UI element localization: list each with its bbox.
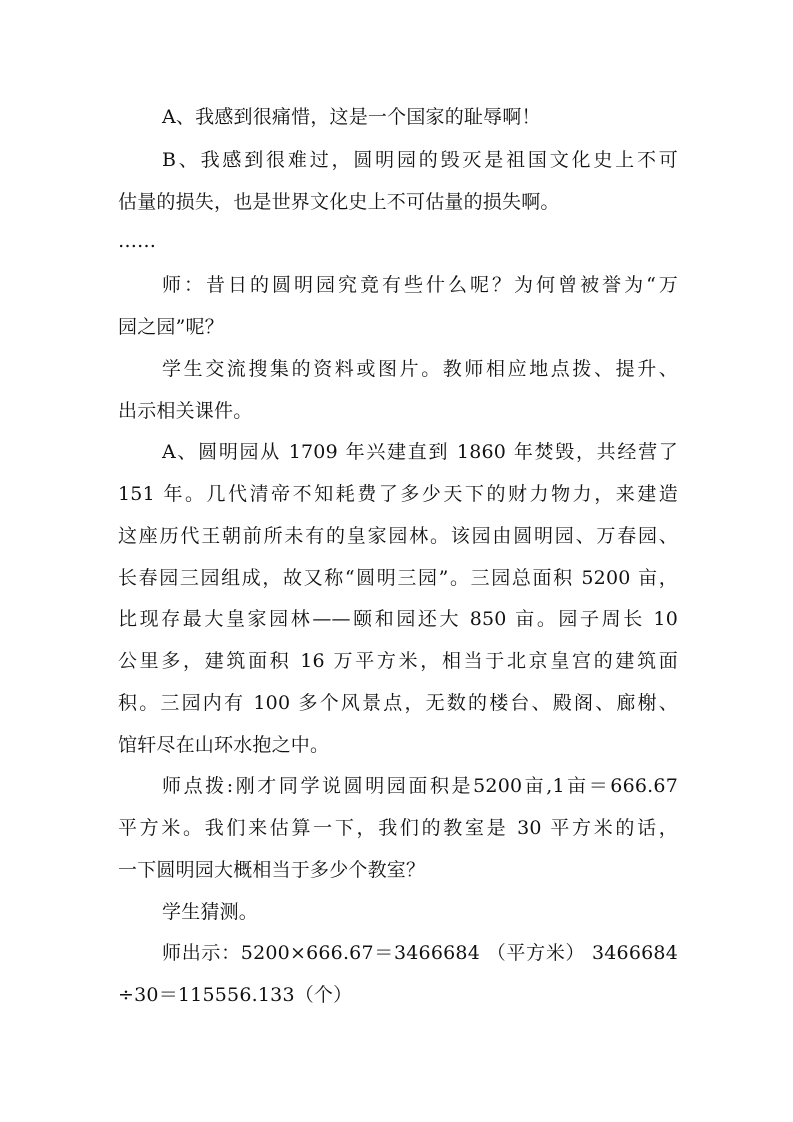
answer-a-line: A、我感到很痛惜，这是一个国家的耻辱啊！ (162, 106, 541, 128)
teacher-question-line-2: 园之园”呢？ (118, 316, 224, 338)
teacher-hint-line-3: 一下圆明园大概相当于多少个教室？ (118, 859, 426, 881)
history-paragraph-line-7: 积。三园内有 100 多个风景点，无数的楼台、殿阁、廊榭、 (118, 692, 678, 714)
calculation-line-2: ÷30＝115556.133（个） (118, 984, 353, 1006)
history-paragraph-line-6: 公里多，建筑面积 16 万平方米，相当于北京皇宫的建筑面 (118, 650, 678, 672)
history-paragraph-line-5: 比现存最大皇家园林——颐和园还大 850 亩。园子周长 10 (118, 608, 678, 630)
history-paragraph-line-4: 长春园三园组成，故又称“圆明三园”。三园总面积 5200 亩， (118, 567, 678, 589)
teacher-hint-line-2: 平方米。我们来估算一下，我们的教室是 30 平方米的话， (118, 817, 678, 839)
history-paragraph-line-1: A、圆明园从 1709 年兴建直到 1860 年焚毁，共经营了 (162, 441, 678, 463)
teacher-question-line-1: 师：昔日的圆明园究竟有些什么呢？为何曾被誉为“万 (162, 274, 678, 296)
teacher-hint-line-1: 师点拨:刚才同学说圆明园面积是5200亩,1亩＝666.67 (162, 775, 678, 797)
student-exchange-line-1: 学生交流搜集的资料或图片。教师相应地点拨、提升、 (162, 358, 678, 380)
answer-b-line-2: 估量的损失，也是世界文化史上不可估量的损失啊。 (118, 191, 560, 213)
calculation-line-1: 师出示：5200×666.67＝3466684 （平方米） 3466684 (162, 942, 678, 964)
student-guess-line: 学生猜测。 (162, 901, 259, 923)
ellipsis: …… (118, 230, 156, 252)
history-paragraph-line-8: 馆轩尽在山环水抱之中。 (118, 734, 330, 756)
answer-b-line-1: B、我感到很难过，圆明园的毁灭是祖国文化史上不可 (162, 149, 678, 171)
student-exchange-line-2: 出示相关课件。 (118, 400, 253, 422)
history-paragraph-line-3: 这座历代王朝前所未有的皇家园林。该园由圆明园、万春园、 (118, 525, 678, 547)
history-paragraph-line-2: 151 年。几代清帝不知耗费了多少天下的财力物力，来建造 (118, 483, 678, 505)
